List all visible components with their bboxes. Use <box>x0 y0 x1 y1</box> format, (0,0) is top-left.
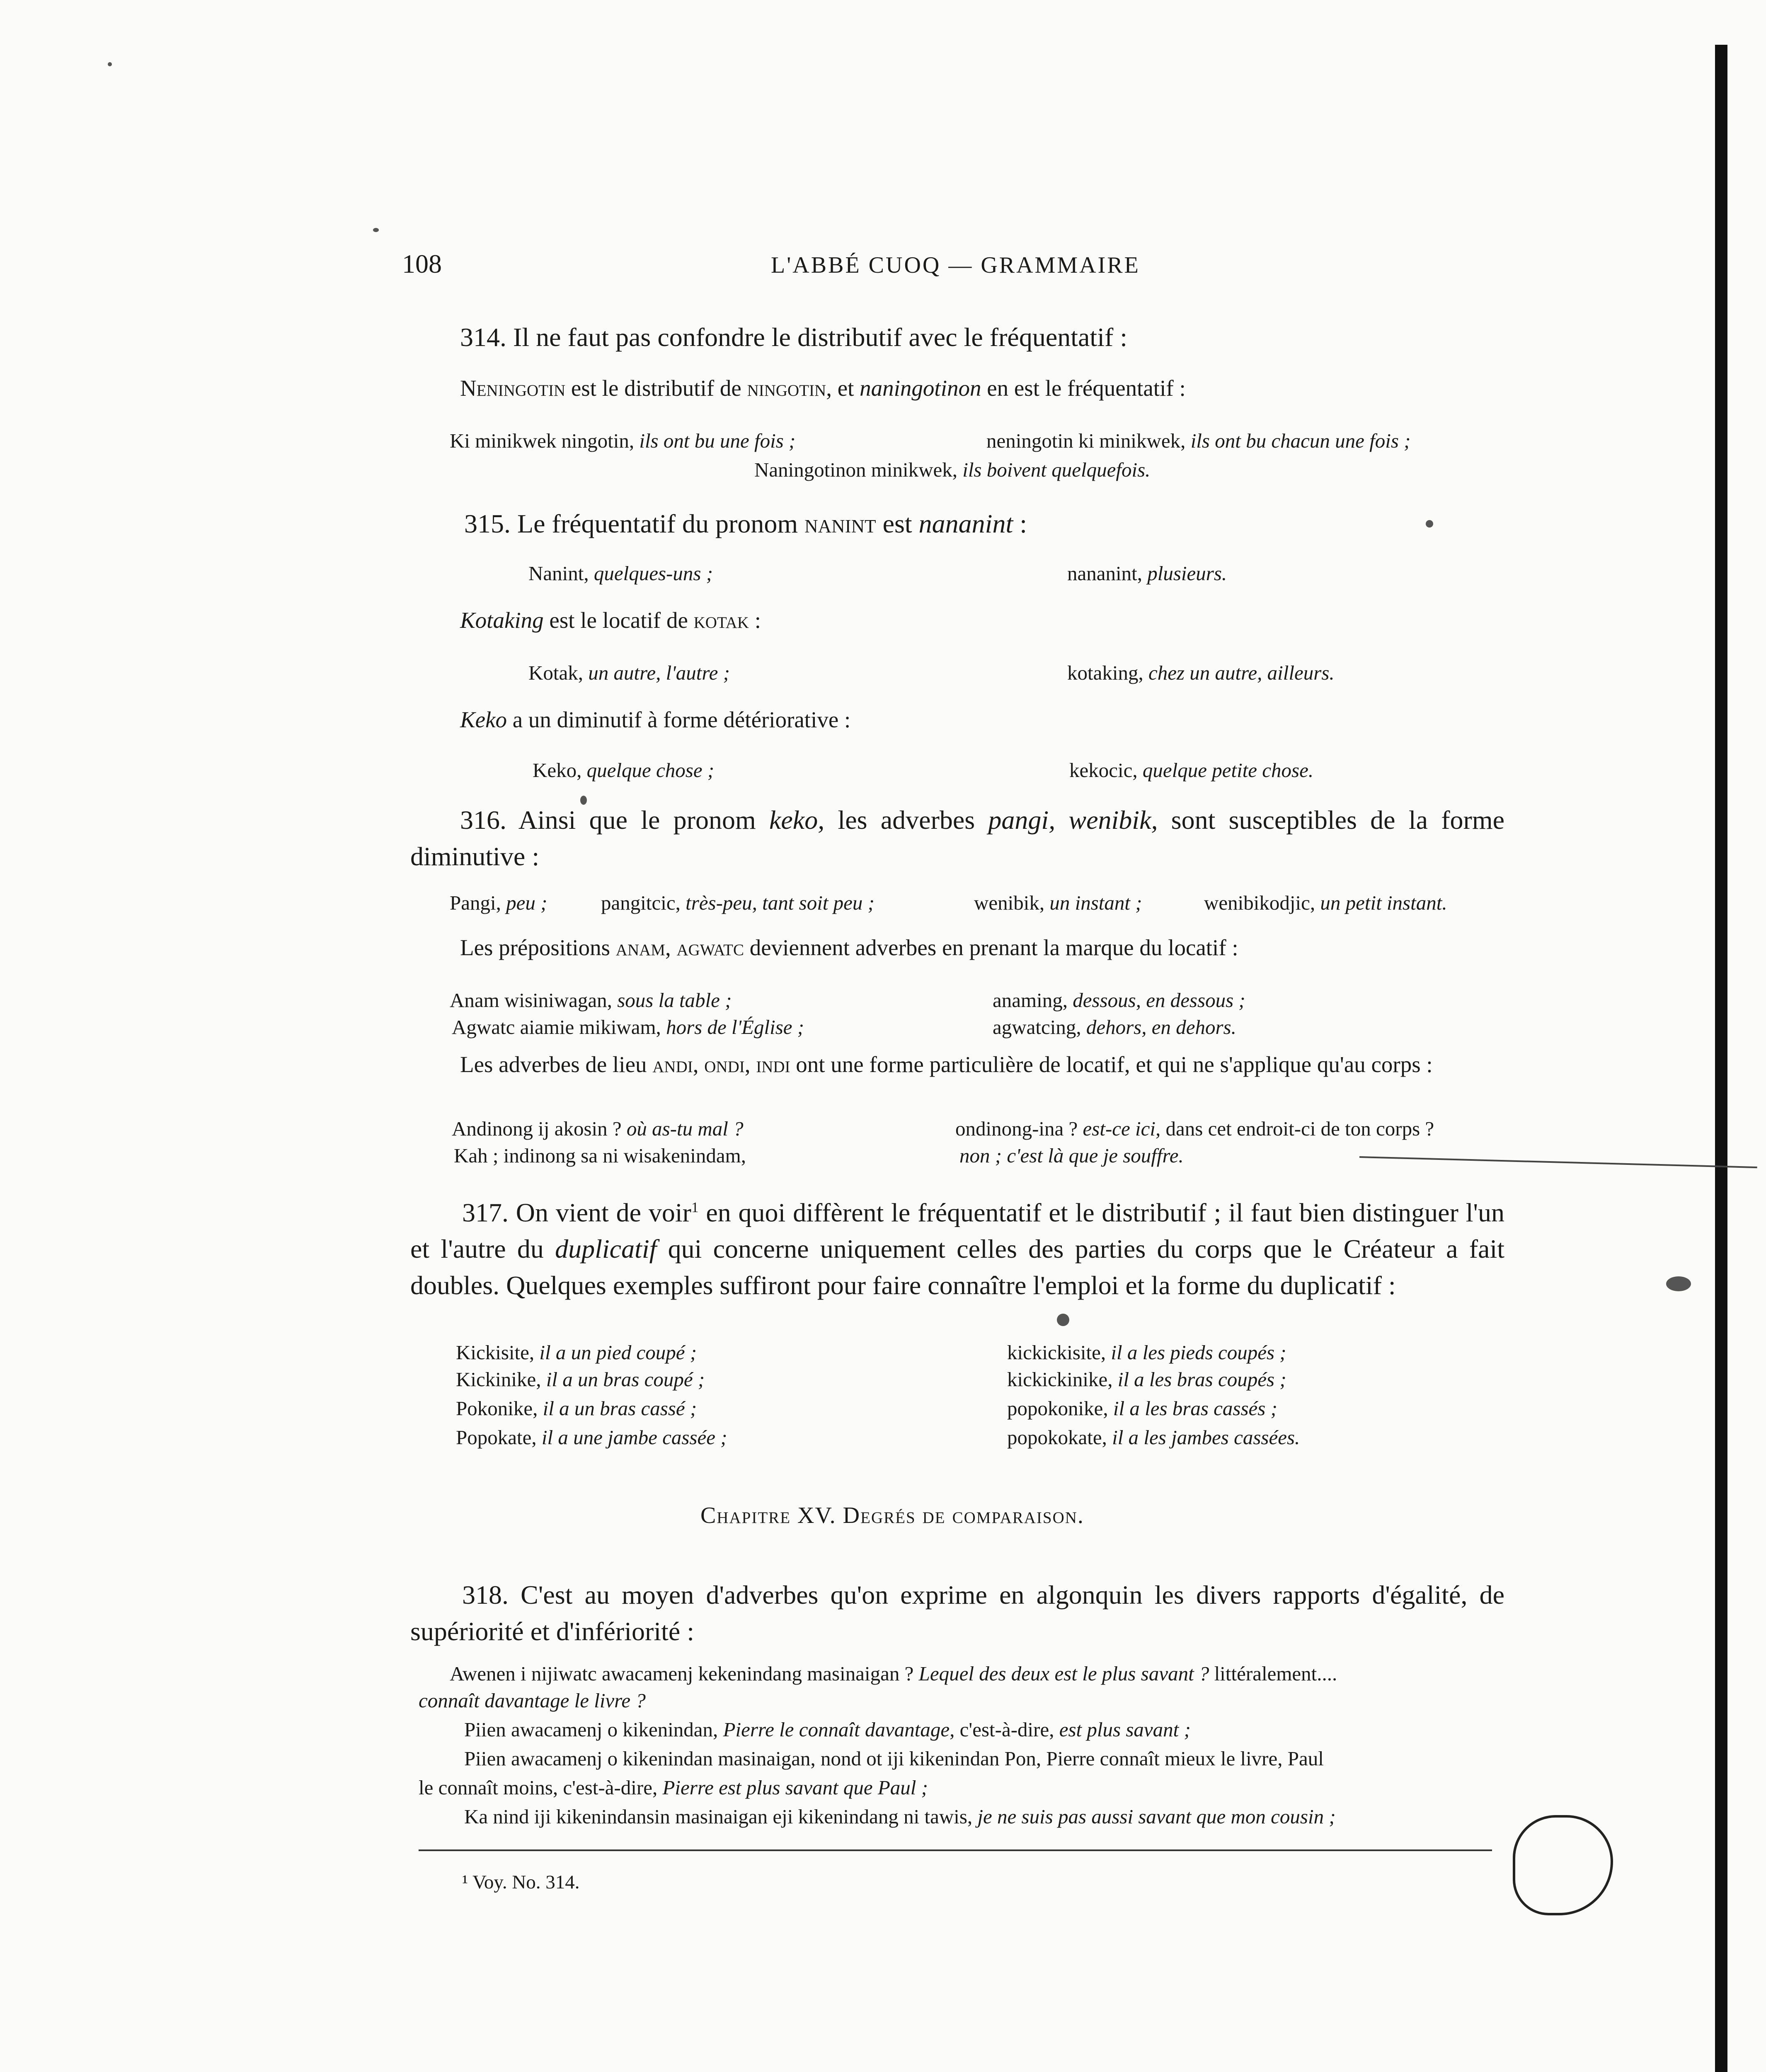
example-316-3-left: Agwatc aiamie mikiwam, hors de l'Église ; <box>452 1016 804 1038</box>
running-title: L'ABBÉ CUOQ — GRAMMAIRE <box>771 252 1140 278</box>
chapter-heading: Chapitre XV. Degrés de comparaison. <box>700 1503 1084 1528</box>
section-314-title: 314. Il ne faut pas confondre le distributif avec le fréquentatif : <box>460 322 1128 352</box>
ink-speck <box>373 228 379 232</box>
ink-speck <box>1666 1276 1691 1291</box>
ink-speck <box>1057 1314 1069 1326</box>
example-316-4-right: ondinong-ina ? est-ce ici, dans cet endroit-ci de ton corps ? <box>955 1117 1434 1140</box>
section-315-title: 315. Le fréquentatif du pronom nanint est nananint : <box>464 509 1027 538</box>
example-315-2-left: Kotak, un autre, l'autre ; <box>528 661 730 684</box>
example-318-1b: connaît davantage le livre ? <box>419 1689 646 1712</box>
duplicatif-example-right: kickickisite, il a les pieds coupés ; <box>1007 1341 1286 1364</box>
pencil-circle-mark <box>1513 1815 1613 1915</box>
prepositions-note: Les prépositions anam, agwatc deviennent adverbes en prenant la marque du locatif : <box>460 935 1238 960</box>
example-316-d: wenibikodjic, un petit instant. <box>1204 891 1447 914</box>
duplicatif-example-left: Kickisite, il a un pied coupé ; <box>456 1341 697 1364</box>
duplicatif-example-left: Kickinike, il a un bras coupé ; <box>456 1368 705 1391</box>
example-318-3: Piien awacamenj o kikenindan masinaigan, nond ot iji kikenindan Pon, Pierre connaît mieux le livre, Paul <box>464 1747 1324 1770</box>
section-317-text: 317. On vient de voir$^1$ en quoi diffèrent le fréquentatif et le distributif ; il faut bien distinguer l'un et l'autre du duplicatif qui concerne uniquement celles des parties du corps que le Créateur a fait doubles. Quelques exemples suffiront pour faire connaître l'emploi et la forme du duplicatif : <box>410 1198 1505 1300</box>
example-316-c: wenibik, un instant ; <box>974 891 1142 914</box>
duplicatif-example-left: Popokate, il a une jambe cassée ; <box>456 1426 727 1449</box>
stray-pen-line <box>1359 1156 1757 1168</box>
example-315-2-right: kotaking, chez un autre, ailleurs. <box>1067 661 1335 684</box>
example-316-2-left: Anam wisiniwagan, sous la table ; <box>450 989 732 1012</box>
footnote-ref[interactable]: 1 <box>691 1199 699 1215</box>
example-315-3-left: Keko, quelque chose ; <box>533 759 715 782</box>
example-316-a: Pangi, peu ; <box>450 891 547 914</box>
example-316-3-right: agwatcing, dehors, en dehors. <box>993 1016 1236 1038</box>
example-316-5-right: non ; c'est là que je souffre. <box>959 1144 1184 1167</box>
footnote-rule <box>419 1849 1492 1851</box>
example-314-1-right: neningotin ki minikwek, ils ont bu chacun une fois ; <box>986 429 1411 452</box>
scan-edge-bar <box>1715 45 1727 2072</box>
footnote: ¹ Voy. No. 314. <box>462 1871 580 1893</box>
ink-speck <box>108 62 112 66</box>
example-318-1: Awenen i nijiwatc awacamenj kekenindang masinaigan ? Lequel des deux est le plus savant ? littéralement.... <box>450 1662 1337 1685</box>
duplicatif-example-right: kickickinike, il a les bras coupés ; <box>1007 1368 1286 1391</box>
section-316-title: 316. Ainsi que le pronom keko, les adverbes pangi, wenibik, sont susceptibles de la forme diminutive : <box>410 805 1505 871</box>
example-315-1-left: Nanint, quelques-uns ; <box>528 562 713 585</box>
example-318-3b: le connaît moins, c'est-à-dire, Pierre est plus savant que Paul ; <box>419 1776 928 1799</box>
example-316-5-left: Kah ; indinong sa ni wisakenindam, <box>454 1144 746 1167</box>
example-316-2-right: anaming, dessous, en dessous ; <box>993 989 1245 1012</box>
duplicatif-example-right: popokonike, il a les bras cassés ; <box>1007 1397 1277 1420</box>
example-316-4-left: Andinong ij akosin ? où as-tu mal ? <box>452 1117 744 1140</box>
example-314-2: Naningotinon minikwek, ils boivent quelquefois. <box>754 458 1151 481</box>
section-314-intro: Neningotin est le distributif de ningotin, et naningotinon en est le fréquentatif : <box>460 375 1186 401</box>
example-316-b: pangitcic, très-peu, tant soit peu ; <box>601 891 875 914</box>
section-318-text: 318. C'est au moyen d'adverbes qu'on exprime en algonquin les divers rapports d'égalité, de supériorité et d'infériorité : <box>410 1580 1504 1646</box>
kotaking-note: Kotaking est le locatif de kotak : <box>460 608 761 633</box>
example-314-1-left: Ki minikwek ningotin, ils ont bu une fois ; <box>450 429 796 452</box>
ink-speck <box>1426 520 1433 528</box>
duplicatif-example-right: popokokate, il a les jambes cassées. <box>1007 1426 1300 1449</box>
page-number: 108 <box>402 249 442 278</box>
keko-note: Keko a un diminutif à forme détériorative : <box>460 707 851 732</box>
example-315-1-right: nananint, plusieurs. <box>1067 562 1227 585</box>
adverbs-of-place-note: Les adverbes de lieu andi, ondi, indi ont une forme particulière de locatif, et qui ne s'applique qu'au corps : <box>460 1052 1433 1077</box>
example-318-2: Piien awacamenj o kikenindan, Pierre le connaît davantage, c'est-à-dire, est plus savant ; <box>464 1718 1191 1741</box>
example-318-4: Ka nind iji kikenindansin masinaigan eji kikenindang ni tawis, je ne suis pas aussi savant que mon cousin ; <box>464 1805 1336 1828</box>
duplicatif-example-left: Pokonike, il a un bras cassé ; <box>456 1397 697 1420</box>
example-315-3-right: kekocic, quelque petite chose. <box>1069 759 1314 782</box>
